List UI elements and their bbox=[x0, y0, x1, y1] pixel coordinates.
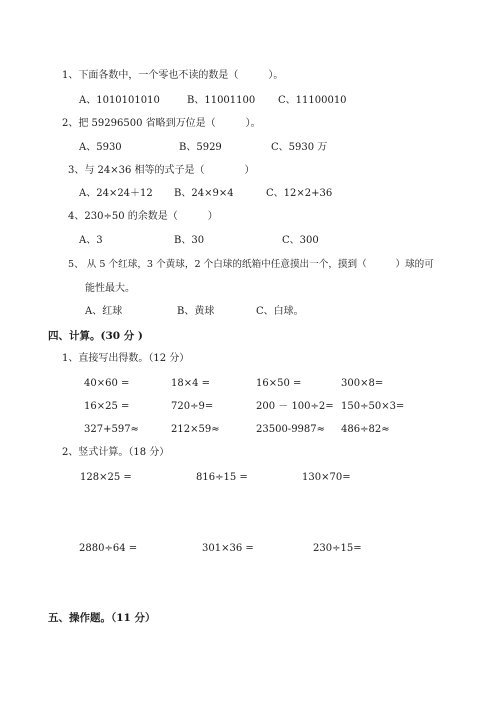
calc-2-1: 16×25 = bbox=[84, 401, 130, 412]
calc-2-2: 720÷9= bbox=[171, 401, 214, 412]
question-4-option-b: B、30 bbox=[174, 235, 205, 246]
question-3-stem: 3、与 24×36 相等的式子是（ ） bbox=[68, 165, 255, 176]
question-1-option-b: B、11001100 bbox=[187, 95, 256, 106]
calc-3-4: 486÷82≈ bbox=[341, 424, 390, 435]
question-1-option-a: A、1010101010 bbox=[79, 95, 160, 106]
calc-1-2: 18×4 = bbox=[171, 378, 211, 389]
section-4-part-1-title: 1、直接写出得数。（12 分） bbox=[62, 353, 190, 364]
question-3-option-c: C、12×2+36 bbox=[266, 188, 333, 199]
section-5-title: 五、操作题。（11 分） bbox=[48, 612, 156, 624]
calc-3-1: 327+597≈ bbox=[84, 424, 139, 435]
vertical-calc-2-2: 301×36 = bbox=[202, 543, 254, 554]
vertical-calc-1-2: 816÷15 = bbox=[196, 472, 248, 483]
calc-2-3: 200 － 100÷2= bbox=[256, 401, 334, 412]
section-4-part-2-title: 2、竖式计算。（18 分） bbox=[62, 447, 170, 458]
vertical-calc-2-1: 2880÷64 = bbox=[79, 543, 138, 554]
calc-1-3: 16×50 = bbox=[256, 378, 302, 389]
calc-3-2: 212×59≈ bbox=[171, 424, 220, 435]
question-5-option-a: A、红球 bbox=[85, 306, 123, 317]
question-2-option-b: B、5929 bbox=[179, 142, 222, 153]
question-3-option-b: B、24×9×4 bbox=[174, 188, 234, 199]
question-4-option-a: A、3 bbox=[79, 235, 103, 246]
vertical-calc-2-3: 230÷15= bbox=[313, 543, 362, 554]
question-5-stem: 5、 从 5 个红球，3 个黄球，2 个白球的纸箱中任意摸出一个，摸到（ ）球的可 bbox=[68, 259, 434, 270]
question-2-option-c: C、5930 万 bbox=[271, 142, 328, 153]
question-4-option-c: C、300 bbox=[282, 235, 319, 246]
question-2-stem: 2、把 59296500 省略到万位是（ ）。 bbox=[62, 118, 261, 129]
calc-2-4: 150÷50×3= bbox=[341, 401, 405, 412]
calc-1-4: 300×8= bbox=[341, 378, 384, 389]
vertical-calc-1-1: 128×25 = bbox=[80, 472, 132, 483]
calc-3-3: 23500-9987≈ bbox=[256, 424, 326, 435]
vertical-calc-1-3: 130×70= bbox=[302, 472, 351, 483]
question-3-option-a: A、24×24＋12 bbox=[79, 188, 153, 199]
question-5-option-b: B、黄球 bbox=[177, 306, 215, 317]
calc-1-1: 40×60 = bbox=[84, 378, 130, 389]
section-4-title: 四、计算。(30 分 ) bbox=[48, 330, 143, 342]
question-4-stem: 4、230÷50 的余数是（ ） bbox=[68, 211, 218, 222]
question-5-option-c: C、白球。 bbox=[256, 306, 304, 317]
question-5-stem-continued: 能性最大。 bbox=[85, 283, 135, 294]
question-1-stem: 1、下面各数中，一个零也不读的数是（ ）。 bbox=[62, 70, 284, 81]
question-1-option-c: C、11100010 bbox=[278, 95, 347, 106]
question-2-option-a: A、5930 bbox=[79, 142, 122, 153]
